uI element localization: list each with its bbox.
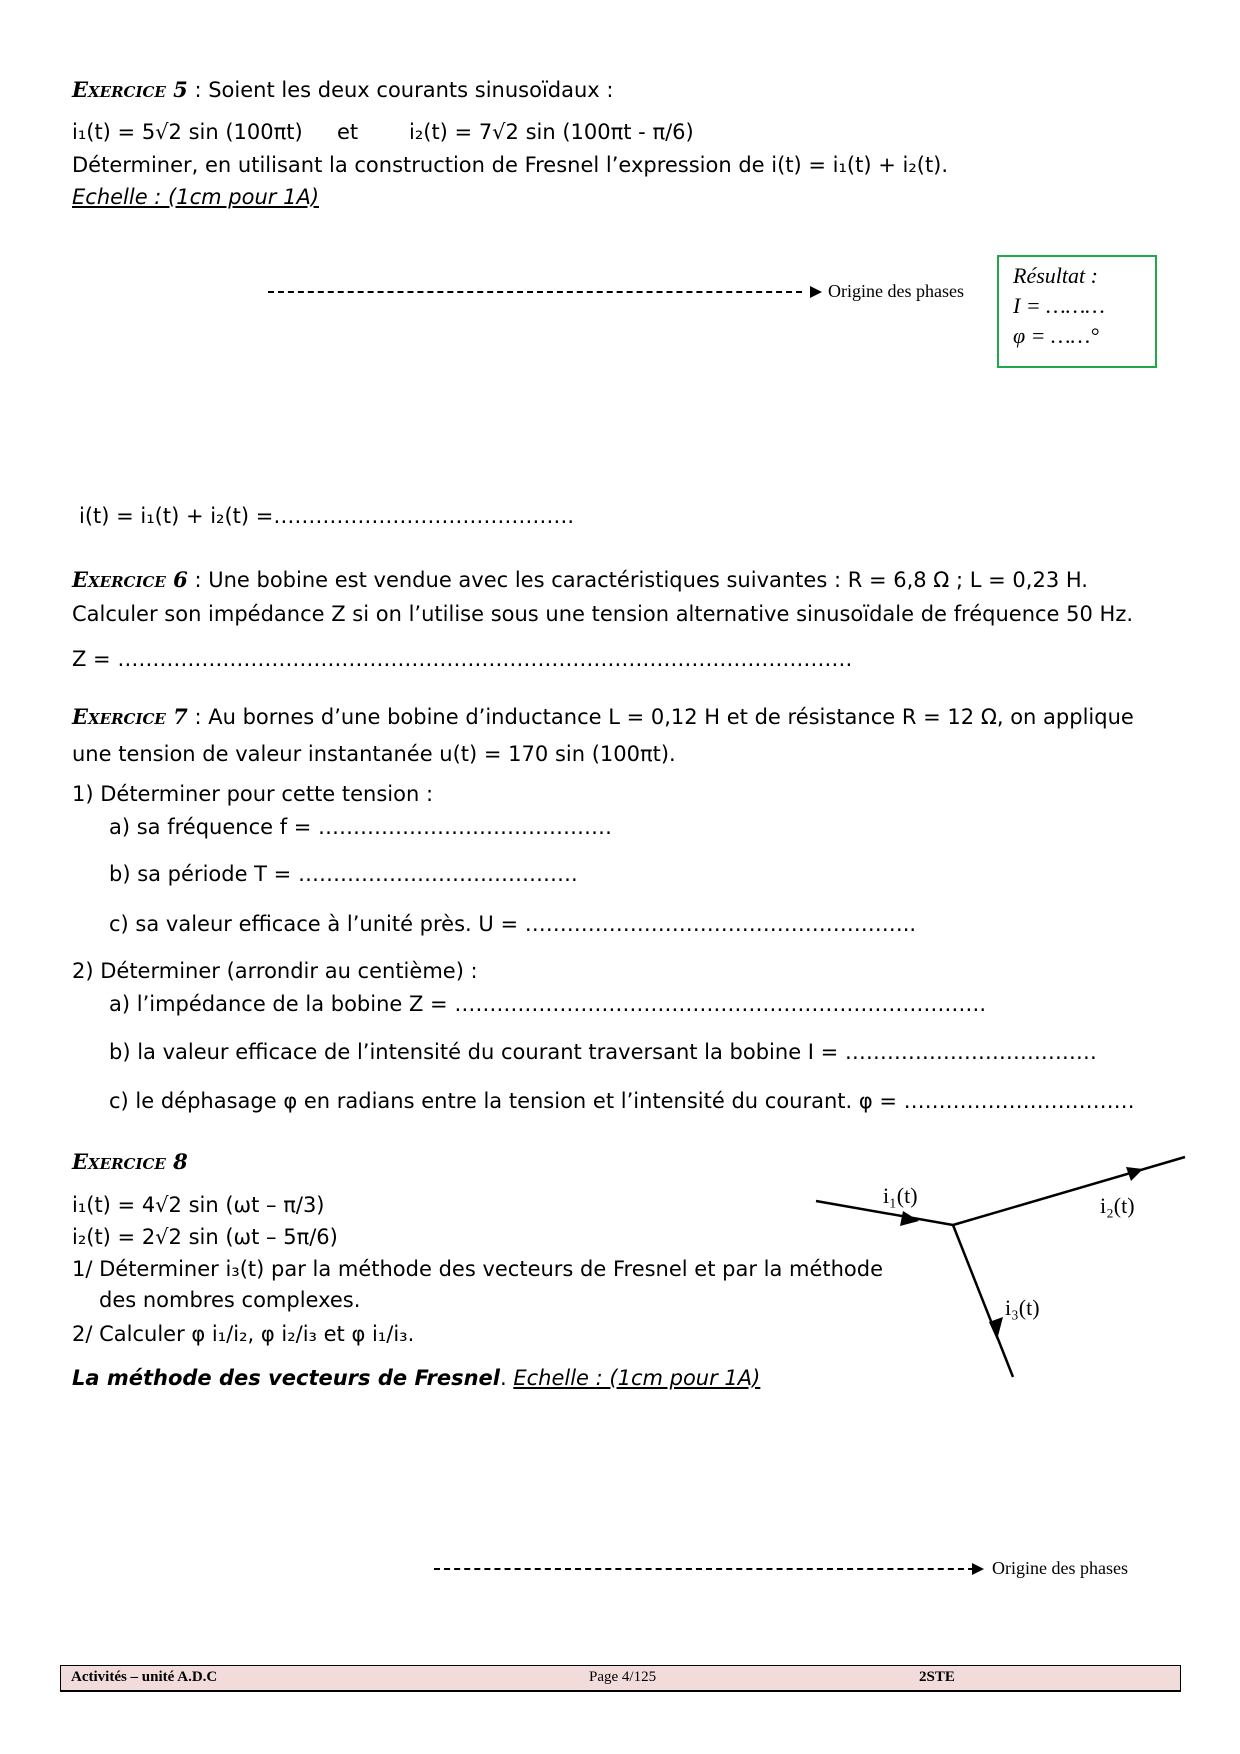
ex8-i1-formula: i₁(t) = 4√2 sin (ωt – π/3): [72, 1193, 325, 1217]
label-i3: i₃(t): [1005, 1295, 1040, 1320]
exercise-5-title: Exercice 5: [72, 77, 188, 102]
label-i2: i₂(t): [1100, 1193, 1135, 1218]
footer-class: 2STE: [919, 1669, 955, 1685]
result-I: I = ………: [1013, 293, 1105, 318]
result-phi: φ = ……°: [1013, 323, 1099, 348]
exercise-6-title: Exercice 6: [72, 567, 188, 592]
ex8-i2-formula: i₂(t) = 2√2 sin (ωt – 5π/6): [72, 1225, 338, 1249]
i3-branch: [953, 1225, 1013, 1377]
ex7-question-1: 1) Déterminer pour cette tension :: [72, 782, 434, 806]
exercise-7-line2: une tension de valeur instantanée u(t) = 170 sin (100πt).: [72, 742, 676, 766]
arrow-head-icon: [972, 1563, 984, 1575]
ex8-scale: Echelle : (1cm pour 1A): [513, 1366, 761, 1390]
page-footer: [60, 1665, 1181, 1692]
ex5-scale: Echelle : (1cm pour 1A): [72, 185, 320, 209]
ex5-i2-formula: i₂(t) = 7√2 sin (100πt - π/6): [409, 120, 694, 144]
ex8-dot: .: [499, 1366, 514, 1390]
ex7-question-2c: c) le déphasage φ en radians entre la tension et l’intensité du courant. φ = ……………………………: [109, 1089, 1135, 1113]
ex5-answer-line: i(t) = i₁(t) + i₂(t) =…………………………………….: [79, 504, 575, 528]
ex7-question-1c: c) sa valeur efficace à l’unité près. U = ………………………………………………..: [109, 912, 917, 936]
ex8-method: La méthode des vecteurs de Fresnel: [72, 1366, 500, 1390]
footer-left: Activités – unité A.D.C: [71, 1669, 218, 1685]
ex5-task: Déterminer, en utilisant la construction de Fresnel l’expression de i(t) = i₁(t) + i₂(t).: [72, 153, 949, 177]
phase-origin-dashed-line-2: [434, 1568, 974, 1570]
ex7-question-2b: b) la valeur efficace de l’intensité du courant traversant la bobine I = ………………………………: [109, 1040, 1097, 1064]
ex8-question-1: 1/ Déterminer i₃(t) par la méthode des vecteurs de Fresnel et par la méthode: [72, 1257, 884, 1281]
result-title: Résultat :: [1013, 263, 1098, 288]
i2-arrow-icon: [1126, 1167, 1143, 1181]
exercise-6-line2: Calculer son impédance Z si on l’utilise sous une tension alternative sinusoïdale de fréquence 50 Hz.: [72, 602, 1134, 626]
label-i1: i₁(t): [883, 1183, 918, 1208]
ex5-i1-formula: i₁(t) = 5√2 sin (100πt): [72, 120, 303, 144]
ex8-question-2: 2/ Calculer φ i₁/i₂, φ i₂/i₃ et φ i₁/i₃.: [72, 1322, 415, 1346]
ex7-question-1b: b) sa période T = ………………………………….: [109, 862, 578, 886]
exercise-7-line1: : Au bornes d’une bobine d’inductance L = 0,12 H et de résistance R = 12 Ω, on applique: [187, 705, 1134, 729]
ex6-answer-line: Z = ……………………………………………………………………………………………: [72, 647, 853, 671]
ex8-question-1-cont: des nombres complexes.: [99, 1288, 361, 1312]
exercise-6-line1: : Une bobine est vendue avec les caractéristiques suivantes : R = 6,8 Ω ; L = 0,23 H.: [187, 568, 1088, 592]
phase-origin-label-2: Origine des phases: [992, 1558, 1128, 1578]
ex7-question-2: 2) Déterminer (arrondir au centième) :: [72, 959, 478, 983]
ex5-et: et: [337, 120, 359, 144]
ex7-question-2a: a) l’impédance de la bobine Z = ………………………………………………………………….: [109, 992, 986, 1016]
exercise-5-intro: : Soient les deux courants sinusoïdaux :: [187, 78, 614, 102]
i2-branch: [953, 1157, 1185, 1225]
footer-page-number: Page 4/125: [589, 1669, 657, 1685]
exercise-8-title: Exercice 8: [72, 1149, 188, 1174]
ex7-question-1a: a) sa fréquence f = ……………………………………: [109, 815, 613, 839]
exercise-7-title: Exercice 7: [72, 704, 188, 729]
phase-origin-label: Origine des phases: [828, 281, 964, 301]
